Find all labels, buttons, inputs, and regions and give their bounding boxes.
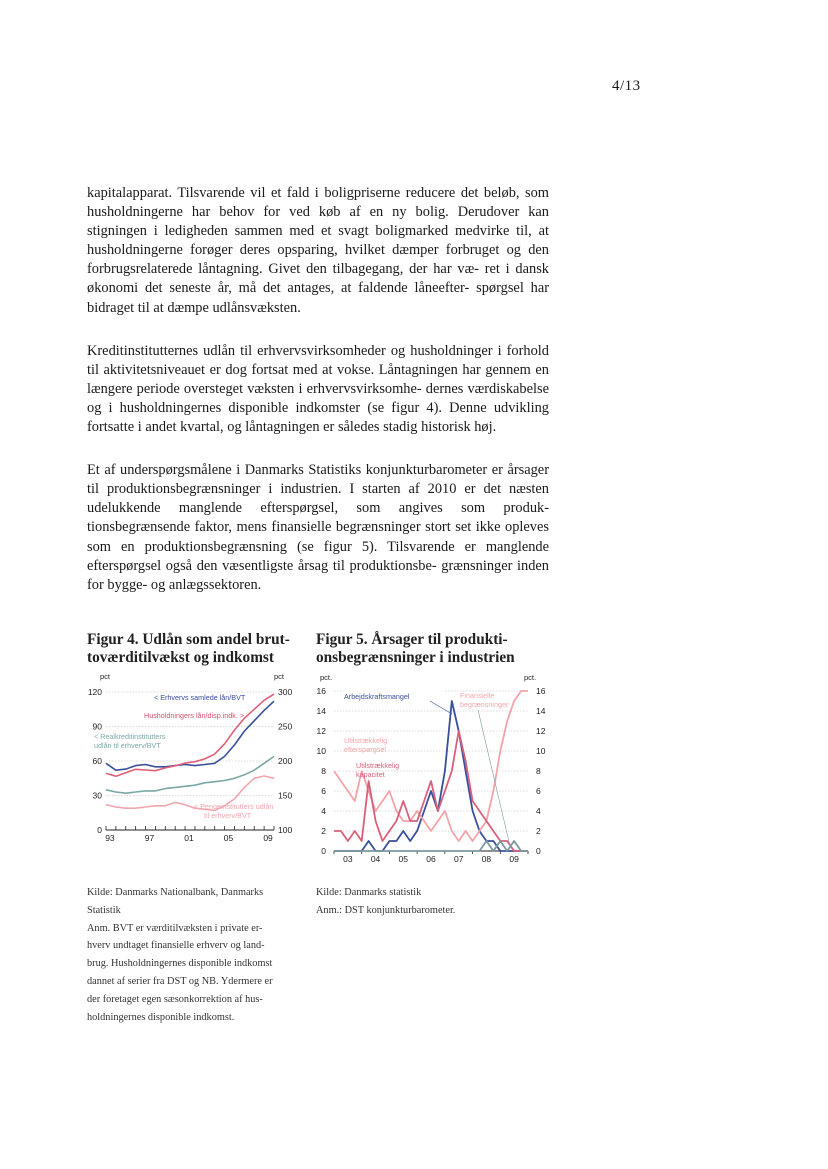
figure4-note-line: Kilde: Danmarks Nationalbank, Danmarks: [87, 887, 264, 898]
right-tick-label: 12: [536, 726, 546, 736]
annotation-realkredit: < Realkreditinstitutters: [94, 732, 166, 741]
figure4-title-line: toværditilvækst og indkomst: [87, 649, 274, 666]
x-tick-label: 04: [370, 854, 381, 864]
annotation-pointer: [430, 701, 452, 714]
body-text: [87, 184, 549, 619]
left-unit-label: pct: [100, 672, 111, 681]
left-tick-label: 14: [316, 706, 326, 716]
figure5-note-line: Kilde: Danmarks statistik: [316, 887, 422, 898]
annotation-efterspoergsel: efterspørgsel: [344, 745, 386, 754]
figure4-note-line: Statistik: [87, 904, 121, 916]
left-unit-label: pct.: [320, 673, 333, 682]
annotation-pengeinst: til erhverv/BVT: [204, 811, 252, 820]
right-tick-label: 100: [278, 825, 293, 835]
paragraph: kapitalapparat. Tilsvarende vil et fald i boligpriserne reducere det beløb, som husholdningerne har behov for ved køb af en ny bolig. Derudover kan stigningen i ledigheden sammen med et svagt boligmarked medvirke til, at husholdningerne forøger deres opsparing, hvilket dæmper forbruget og den forbrugsrelaterede låntagning. Givet den tilbagegang, der har væ- ret i dansk økonomi det seneste år, må det antages, at faldende låneefter- spørgsel har bidraget til at dæmpe udlånsvæksten.: [87, 185, 549, 316]
x-tick-label: 08: [481, 854, 492, 864]
left-tick-label: 0: [97, 825, 102, 835]
right-tick-label: 150: [278, 790, 293, 801]
figure4-title: [87, 631, 305, 667]
right-unit-label: pct.: [524, 673, 537, 682]
annotation-kapacitet: Utilstrækkelig: [356, 761, 400, 770]
figure4-note: [87, 884, 287, 1026]
annotation-kapacitet: kapacitet: [356, 770, 385, 779]
right-tick-label: 16: [536, 686, 546, 696]
figure4-title-line: Figur 4. Udlån som andel brut-: [87, 631, 290, 648]
annotation-efterspoergsel: Utilstrækkelig: [344, 736, 388, 745]
right-tick-label: 4: [536, 806, 541, 816]
annotation-arbejdskraft: Arbejdskraftsmangel: [344, 692, 410, 701]
figure4-note-line: Anm. BVT er værditilvæksten i private er-: [87, 922, 263, 934]
right-tick-label: 8: [536, 766, 541, 776]
left-tick-label: 6: [321, 786, 326, 796]
figure4-note-line: dannet af serier fra DST og NB. Ydermere er: [87, 975, 273, 987]
right-tick-label: 6: [536, 786, 541, 796]
x-tick-label: 07: [453, 854, 464, 864]
right-tick-label: 200: [278, 756, 293, 766]
right-tick-label: 300: [278, 687, 293, 697]
left-tick-label: 30: [92, 790, 102, 801]
left-tick-label: 12: [316, 726, 326, 736]
x-tick-label: 06: [426, 854, 436, 864]
figure4-note-line: der foretaget egen sæsonkorrektion af hus-: [87, 993, 263, 1005]
annotation-finansielle: begrænsninger: [460, 700, 509, 709]
annotation-pengeinst: < Pengeinstitutters udlån: [194, 802, 274, 811]
figure4-note-line: hverv undtaget finansielle erhverv og land-: [87, 940, 265, 952]
x-tick-label: 03: [343, 854, 353, 864]
right-unit-label: pct: [274, 672, 285, 681]
left-tick-label: 16: [316, 686, 326, 696]
x-tick-label: 09: [509, 854, 519, 864]
annotation-husholdninger: Husholdningers lån/disp.indk. >: [144, 711, 245, 720]
left-tick-label: 2: [321, 826, 326, 836]
left-tick-label: 10: [316, 746, 326, 756]
left-tick-label: 0: [321, 846, 326, 856]
figure5-chart: [312, 670, 552, 865]
figure4-note-line: holdningernes disponible indkomst.: [87, 1011, 235, 1023]
left-tick-label: 60: [92, 756, 102, 766]
figure5-title: [316, 631, 552, 667]
figure5-title-line: onsbegrænsninger i industrien: [316, 649, 515, 666]
x-tick-label: 05: [223, 833, 234, 843]
figure5-note: [316, 884, 536, 920]
left-tick-label: 120: [87, 687, 102, 697]
paragraph: Et af underspørgsmålene i Danmarks Statistiks konjunkturbarometer er årsager til produktionsbegrænsninger i industrien. I starten af 2010 er det næsten udelukkende manglende efterspørgsel, som angives som produk- tionsbegrænsende faktor, mens finansielle begrænsninger stort set ikke opleves som en produktionsbegrænsning (se figur 5). Tilsvarende er manglende efterspørgsel også den væsentligste årsag til produktionsbe- grænsninger inden for bygge- og anlægssektoren.: [87, 462, 549, 593]
x-tick-label: 93: [105, 833, 115, 843]
page-number: 4/13: [612, 78, 641, 94]
figure5-note-line: Anm.: DST konjunkturbarometer.: [316, 904, 456, 916]
x-tick-label: 05: [398, 854, 409, 864]
left-tick-label: 8: [321, 766, 326, 776]
annotation-finansielle: Finansielle: [460, 691, 495, 700]
figure4-note-line: brug. Husholdningernes disponible indkomst: [87, 958, 273, 970]
right-tick-label: 10: [536, 746, 546, 756]
figure4-chart: [84, 670, 304, 855]
x-tick-label: 97: [144, 833, 155, 843]
right-tick-label: 0: [536, 846, 541, 856]
right-tick-label: 14: [536, 706, 546, 716]
paragraph: Kreditinstitutternes udlån til erhvervsvirksomheder og husholdninger i forhold til aktivitetsniveauet er dog fortsat med at vokse. Låntagningen har gennem en længere periode oversteget væksten i erhvervsvirksomhe- dernes værdiskabelse og i husholdningernes disponible indkomster (se figur 4). Denne udvikling fortsatte i andet kvartal, og låntagningen er således stadig historisk høj.: [87, 342, 549, 436]
right-tick-label: 250: [278, 721, 293, 732]
annotation-realkredit: udlån til erhverv/BVT: [94, 741, 161, 750]
figure5-title-line: Figur 5. Årsager til produkti-: [316, 631, 508, 648]
x-tick-label: 01: [184, 833, 194, 843]
left-tick-label: 4: [321, 806, 326, 816]
left-tick-label: 90: [92, 721, 102, 732]
right-tick-label: 2: [536, 826, 541, 836]
x-tick-label: 09: [263, 833, 273, 843]
annotation-erhverv: < Erhvervs samlede lån/BVT: [154, 693, 246, 702]
